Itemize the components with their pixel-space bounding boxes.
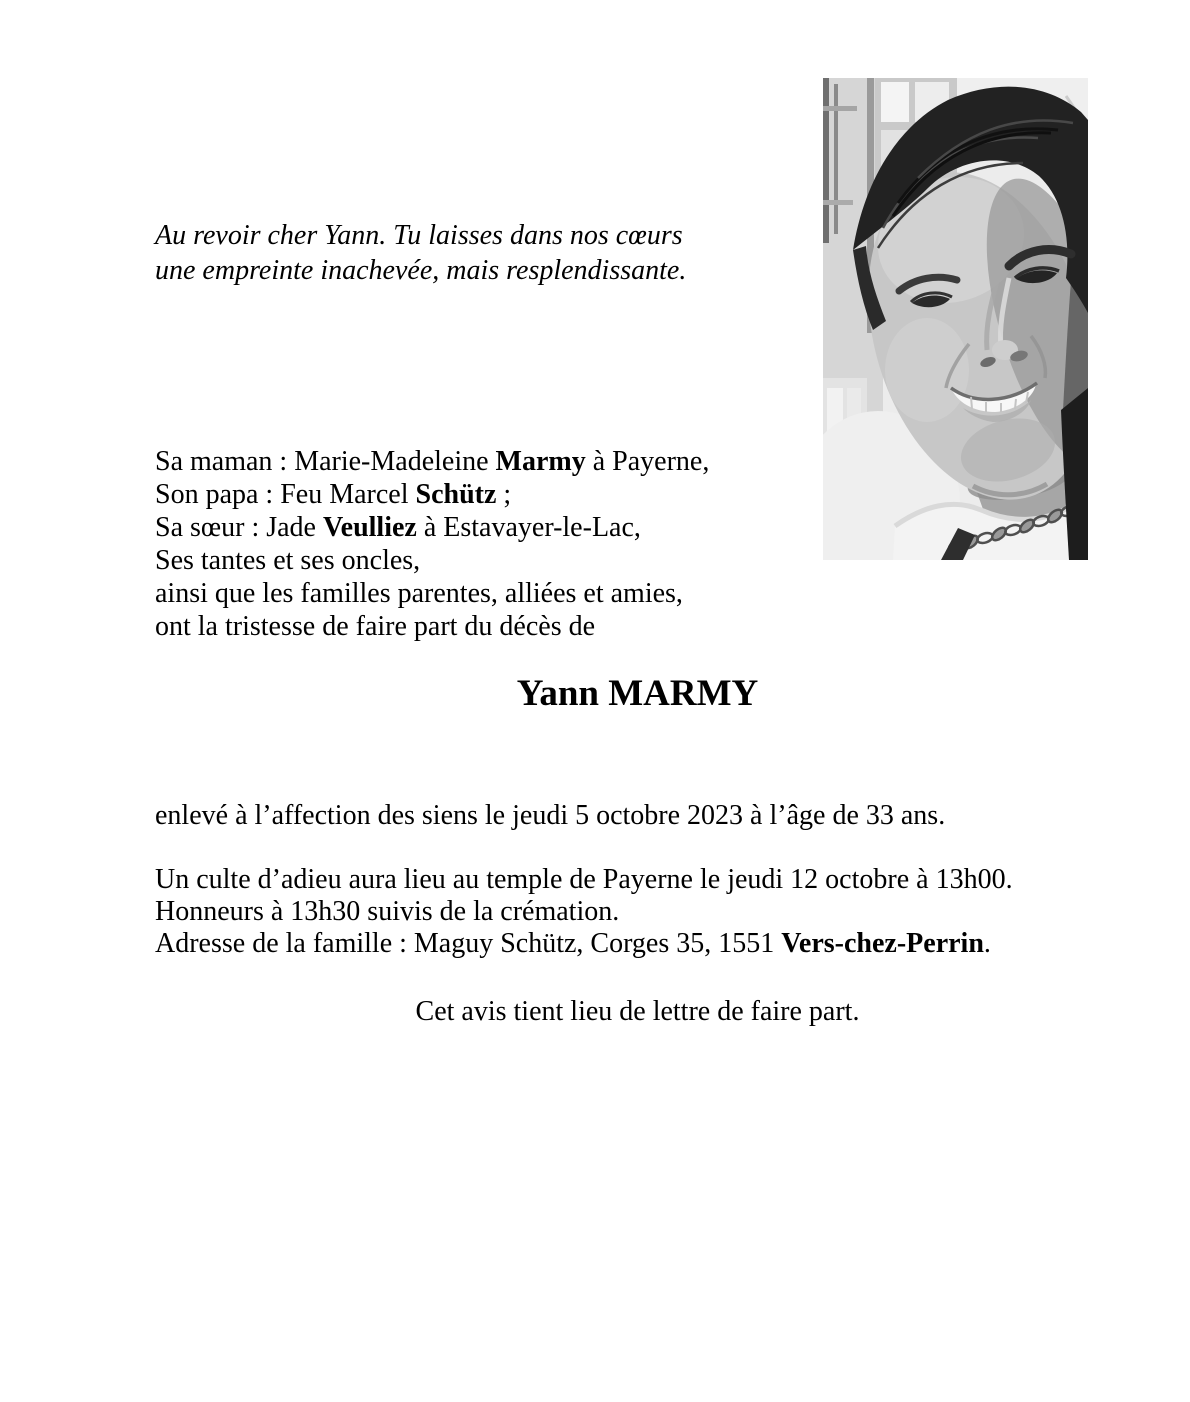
family-name-bold: Marmy (495, 446, 586, 477)
epigraph-line-2: une empreinte inachevée, mais resplendissante. (155, 255, 687, 286)
portrait-photo-drawing (823, 78, 1088, 560)
ceremony-details (155, 864, 1013, 960)
family-line-announce: ont la tristesse de faire part du décès de (155, 611, 596, 642)
family-announcement (155, 445, 709, 643)
ceremony-line-service: Un culte d’adieu aura lieu au temple de Payerne le jeudi 12 octobre à 13h00. (155, 864, 1013, 895)
family-line-mother (155, 445, 709, 478)
family-text: Son papa : Feu Marcel (155, 479, 416, 510)
deceased-name: Yann MARMY (516, 673, 759, 714)
ceremony-line-address (155, 928, 1013, 960)
family-name-bold: Veulliez (322, 512, 417, 543)
family-line-sister (155, 511, 709, 544)
family-text: ; (496, 479, 512, 510)
ceremony-line-honours: Honneurs à 13h30 suivis de la crémation. (155, 896, 620, 927)
address-text: . (983, 928, 991, 959)
family-text: Sa sœur : Jade (155, 512, 323, 543)
address-place-bold: Vers-chez-Perrin (781, 928, 984, 959)
family-line-relatives: ainsi que les familles parentes, alliées et amies, (155, 578, 683, 609)
family-text: à Estavayer-le-Lac, (416, 512, 641, 543)
portrait-photo (823, 78, 1088, 560)
address-text: Adresse de la famille : Maguy Schütz, Corges 35, 1551 (155, 928, 782, 959)
family-line-aunts-uncles: Ses tantes et ses oncles, (155, 545, 421, 576)
closing-line: Cet avis tient lieu de lettre de faire part. (415, 996, 860, 1027)
death-line: enlevé à l’affection des siens le jeudi 5 octobre 2023 à l’âge de 33 ans. (155, 800, 946, 831)
family-text: Sa maman : Marie-Madeleine (155, 446, 496, 477)
family-name-bold: Schütz (415, 479, 497, 510)
epigraph (155, 218, 686, 288)
family-line-father (155, 478, 709, 511)
family-text: à Payerne, (585, 446, 710, 477)
epigraph-line-1: Au revoir cher Yann. Tu laisses dans nos cœurs (155, 220, 683, 251)
